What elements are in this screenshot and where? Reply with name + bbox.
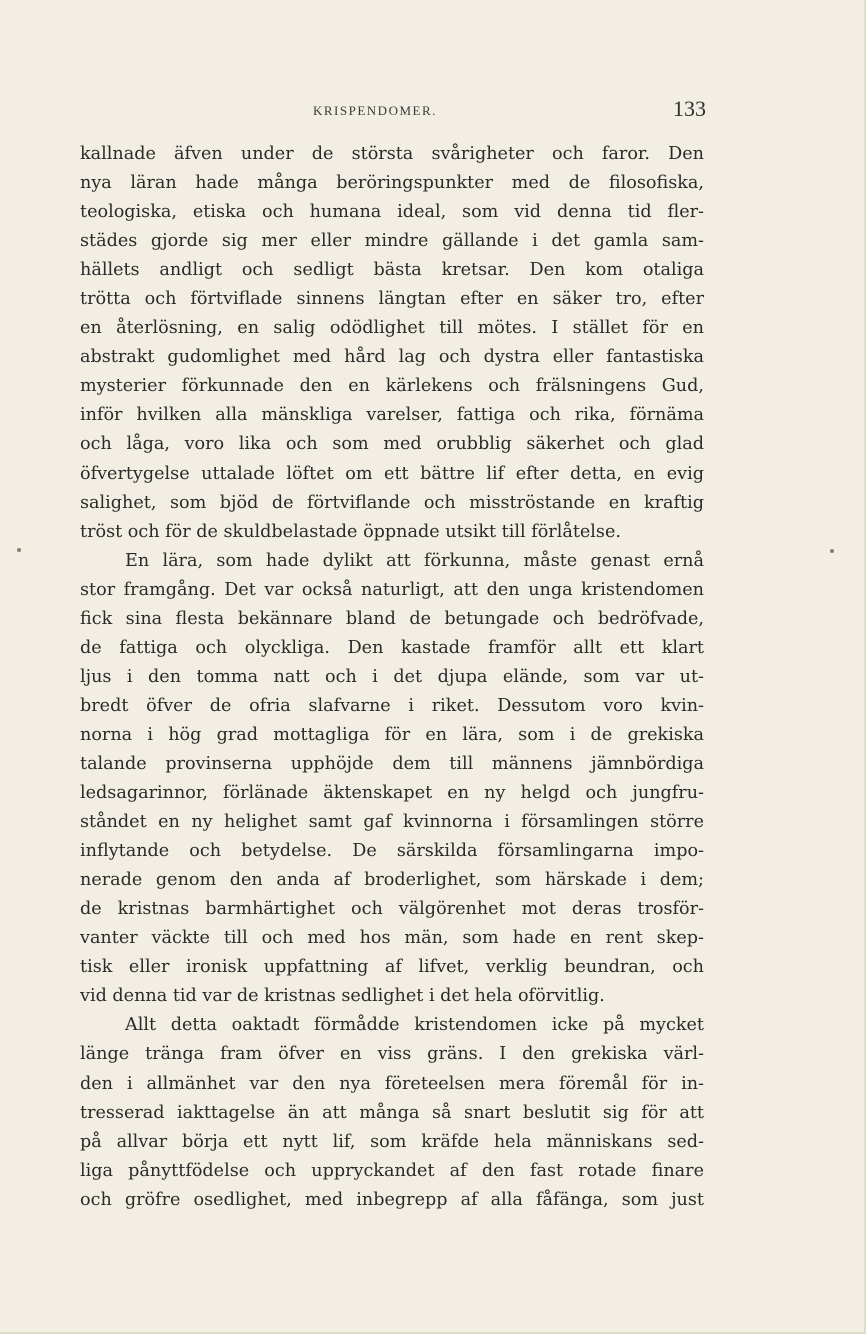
text-line: fick sina flesta bekännare bland de betungade och bedröfvade, (80, 608, 704, 629)
text-line: städes gjorde sig mer eller mindre gällande i det gamla sam- (80, 231, 704, 252)
text-line: tisk eller ironisk uppfattning af lifvet, verklig beundran, och (80, 957, 704, 978)
text-line: ståndet en ny helighet samt gaf kvinnorna i församlingen större (80, 812, 704, 833)
text-line: ljus i den tomma natt och i det djupa elände, som var ut- (80, 666, 704, 687)
text-line: en återlösning, en salig odödlighet till mötes. I stället för en (80, 318, 704, 339)
text-line: bredt öfver de ofria slafvarne i riket. Dessutom voro kvin- (80, 695, 704, 716)
text-line: kallnade äfven under de största svårigheter och faror. Den (80, 144, 704, 164)
text-line: En lära, som hade dylikt att förkunna, måste genast ernå (125, 550, 704, 571)
text-line: ledsagarinnor, förlänade äktenskapet en ny helgd och jungfru- (80, 783, 704, 804)
paper-speck (17, 548, 21, 552)
text-line: på allvar börja ett nytt lif, som kräfde hela människans sed- (80, 1131, 704, 1152)
text-line: och gröfre osedlighet, med inbegrepp af alla fåfänga, som just (80, 1189, 704, 1210)
body-text (80, 140, 704, 1215)
text-line: de kristnas barmhärtighet och välgörenhet mot deras trosför- (80, 899, 704, 920)
text-line: inflytande och betydelse. De särskilda församlingarna impo- (80, 841, 704, 862)
text-line: mysterier förkunnade den en kärlekens och frälsningens Gud, (80, 376, 704, 397)
text-line: öfvertygelse uttalade löftet om ett bättre lif efter detta, en evig (80, 463, 704, 484)
text-line: liga pånyttfödelse och uppryckandet af den fast rotade finare (80, 1160, 704, 1181)
text-line: länge tränga fram öfver en viss gräns. I den grekiska värl- (80, 1044, 704, 1065)
text-line: tresserad iakttagelse än att många så snart beslutit sig för att (80, 1102, 704, 1123)
text-line: abstrakt gudomlighet med hård lag och dystra eller fantastiska (80, 347, 704, 368)
text-line: hällets andligt och sedligt bästa kretsar. Den kom otaliga (80, 260, 704, 281)
page-header (80, 96, 706, 126)
running-head: KRISPENDOMER. (313, 103, 437, 118)
text-line: nya läran hade många beröringspunkter med de filosofiska, (80, 173, 704, 194)
text-line: Allt detta oaktadt förmådde kristendomen icke på mycket (125, 1015, 704, 1036)
text-line: teologiska, etiska och humana ideal, som vid denna tid fler- (80, 202, 704, 223)
text-line: salighet, som bjöd de förtviflande och misströstande en kraftig (80, 492, 704, 513)
paper-speck (830, 549, 834, 553)
text-line: inför hvilken alla mänskliga varelser, fattiga och rika, förnäma (80, 405, 704, 426)
text-line: stor framgång. Det var också naturligt, att den unga kristendomen (80, 579, 704, 600)
text-line: trötta och förtviflade sinnens längtan efter en säker tro, efter (80, 289, 704, 310)
text-line: norna i hög grad mottagliga för en lära, som i de grekiska (80, 724, 704, 745)
text-line: vanter väckte till och med hos män, som hade en rent skep- (80, 928, 704, 949)
text-line: nerade genom den anda af broderlighet, som härskade i dem; (80, 870, 704, 891)
text-line: vid denna tid var de kristnas sedlighet i det hela oförvitlig. (80, 986, 605, 1007)
text-line: talande provinserna upphöjde dem till männens jämnbördiga (80, 753, 704, 774)
text-line: tröst och för de skuldbelastade öppnade utsikt till förlåtelse. (80, 521, 621, 542)
page-number: 133 (673, 96, 706, 121)
text-line: den i allmänhet var den nya företeelsen mera föremål för in- (80, 1073, 704, 1094)
text-line: och låga, voro lika och som med orubblig säkerhet och glad (80, 434, 704, 455)
text-line: de fattiga och olyckliga. Den kastade framför allt ett klart (80, 637, 704, 658)
